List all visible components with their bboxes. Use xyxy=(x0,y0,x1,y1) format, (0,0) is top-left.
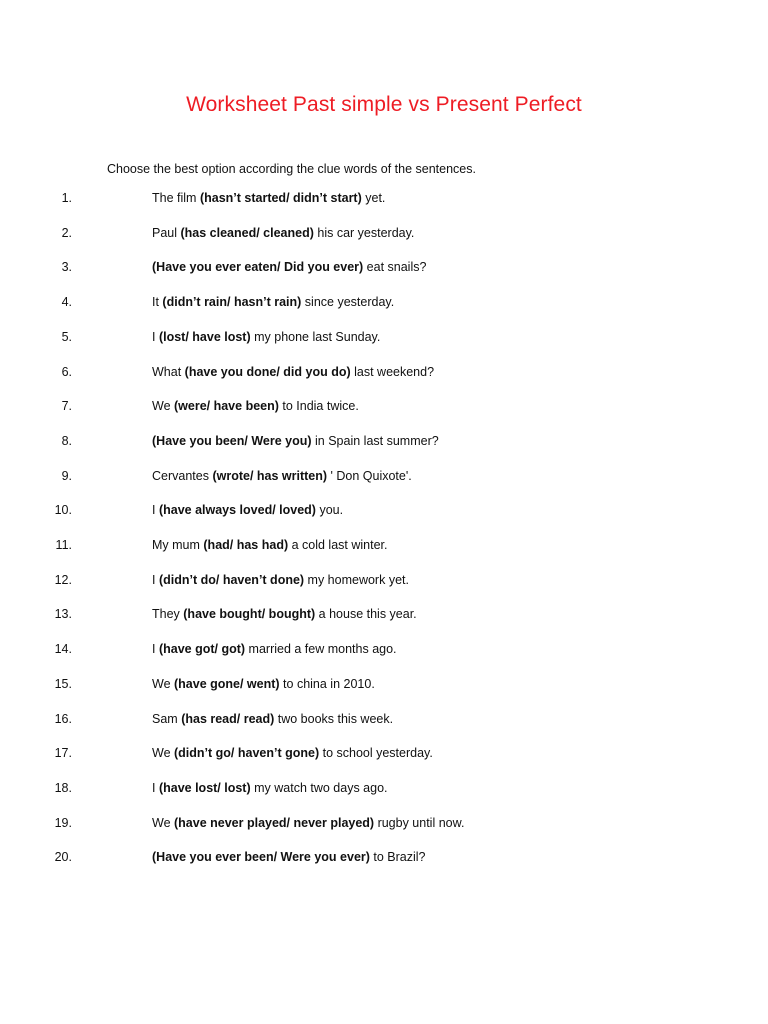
item-number: 20. xyxy=(54,850,72,865)
item-number: 6. xyxy=(61,364,72,379)
item-sentence xyxy=(152,226,414,240)
list-item xyxy=(0,330,700,348)
sentence-end: to school yesterday. xyxy=(319,746,433,761)
list-item xyxy=(0,469,700,487)
list-item xyxy=(0,365,700,383)
answer-options: (were/ have been) xyxy=(174,399,279,414)
item-sentence xyxy=(152,642,397,656)
sentence-start: Sam xyxy=(152,711,182,726)
item-sentence xyxy=(152,191,385,205)
sentence-start: What xyxy=(152,364,185,379)
item-sentence xyxy=(152,781,388,795)
sentence-end: in Spain last summer? xyxy=(311,433,439,448)
item-number: 8. xyxy=(61,433,72,448)
worksheet-title: Worksheet Past simple vs Present Perfect xyxy=(186,93,582,116)
sentence-start: We xyxy=(152,676,174,691)
list-item xyxy=(0,607,700,625)
item-sentence xyxy=(152,746,433,760)
sentence-end: a cold last winter. xyxy=(288,538,388,552)
list-item xyxy=(0,573,700,591)
sentence-start: We xyxy=(152,746,174,761)
answer-options: (Have you ever eaten/ Did you ever) xyxy=(152,260,364,275)
item-number: 1. xyxy=(61,191,72,205)
sentence-end: my watch two days ago. xyxy=(250,780,388,795)
list-item xyxy=(0,295,700,313)
answer-options: (have bought/ bought) xyxy=(183,607,316,622)
answer-options: (didn’t do/ haven’t done) xyxy=(158,572,305,587)
answer-options: (had/ has had) xyxy=(203,538,289,552)
item-number: 10. xyxy=(54,503,72,518)
list-item xyxy=(0,781,700,799)
sentence-end: to china in 2010. xyxy=(279,676,375,691)
sentence-end: yet. xyxy=(361,191,386,205)
answer-options: (hasn’t started/ didn’t start) xyxy=(199,191,362,205)
sentence-start: My mum xyxy=(152,538,204,552)
item-number: 18. xyxy=(54,780,72,795)
sentence-start: Cervantes xyxy=(152,468,213,483)
sentence-start: I xyxy=(152,329,159,344)
answer-options: (has read/ read) xyxy=(181,711,275,726)
item-sentence xyxy=(152,469,412,483)
list-item xyxy=(0,642,700,660)
item-number: 12. xyxy=(54,572,72,587)
item-sentence xyxy=(152,538,387,552)
list-item xyxy=(0,399,700,417)
answer-options: (wrote/ has written) xyxy=(212,468,328,483)
item-number: 11. xyxy=(55,538,72,552)
item-sentence xyxy=(152,850,426,864)
sentence-end: a house this year. xyxy=(315,607,417,622)
item-sentence xyxy=(152,260,426,274)
list-item xyxy=(0,226,700,244)
item-number: 9. xyxy=(61,468,72,483)
item-number: 13. xyxy=(54,607,72,622)
sentence-start: I xyxy=(152,572,159,587)
answer-options: (didn’t go/ haven’t gone) xyxy=(174,746,320,761)
item-sentence xyxy=(152,816,464,830)
sentence-end: my phone last Sunday. xyxy=(250,329,381,344)
sentence-start: Paul xyxy=(152,225,181,240)
list-item xyxy=(0,712,700,730)
sentence-end: his car yesterday. xyxy=(313,225,415,240)
item-sentence xyxy=(152,712,393,726)
sentence-end: ' Don Quixote'. xyxy=(327,468,412,483)
list-item xyxy=(0,677,700,695)
sentence-end: two books this week. xyxy=(274,711,394,726)
answer-options: (have got/ got) xyxy=(158,642,246,657)
instructions: Choose the best option according the clue words of the sentences. xyxy=(107,162,476,176)
item-number: 3. xyxy=(61,260,72,275)
item-number: 16. xyxy=(54,711,72,726)
sentence-end: rugby until now. xyxy=(374,815,465,830)
list-item xyxy=(0,746,700,764)
answer-options: (have always loved/ loved) xyxy=(158,503,316,518)
sentence-start: It xyxy=(152,295,163,310)
answer-options: (have gone/ went) xyxy=(174,676,280,691)
sentence-end: to India twice. xyxy=(278,399,359,414)
answer-options: (didn’t rain/ hasn’t rain) xyxy=(162,295,302,310)
item-number: 7. xyxy=(61,399,72,414)
sentence-start: We xyxy=(152,399,174,414)
item-sentence xyxy=(152,330,380,344)
answer-options: (have you done/ did you do) xyxy=(184,364,351,379)
list-item xyxy=(0,503,700,521)
sentence-end: married a few months ago. xyxy=(245,642,397,657)
item-sentence xyxy=(152,677,375,691)
sentence-start: They xyxy=(152,607,184,622)
item-sentence xyxy=(152,503,343,517)
item-number: 15. xyxy=(54,676,72,691)
list-item xyxy=(0,434,700,452)
item-number: 4. xyxy=(61,295,72,310)
answer-options: (has cleaned/ cleaned) xyxy=(180,225,314,240)
sentence-end: to Brazil? xyxy=(369,850,426,865)
list-item xyxy=(0,816,700,834)
list-item xyxy=(0,850,700,868)
list-item xyxy=(0,538,700,556)
item-number: 2. xyxy=(61,225,72,240)
item-sentence xyxy=(152,573,409,587)
item-sentence xyxy=(152,434,439,448)
item-number: 14. xyxy=(54,642,72,657)
sentence-start: I xyxy=(152,642,159,657)
answer-options: (lost/ have lost) xyxy=(158,329,251,344)
item-sentence xyxy=(152,399,359,413)
item-number: 17. xyxy=(54,746,72,761)
sentence-end: you. xyxy=(315,503,344,518)
sentence-start: I xyxy=(152,503,159,518)
item-sentence xyxy=(152,295,394,309)
sentence-end: eat snails? xyxy=(363,260,427,275)
item-number: 19. xyxy=(54,815,72,830)
answer-options: (Have you been/ Were you) xyxy=(152,433,312,448)
sentence-start: We xyxy=(152,815,174,830)
answer-options: (have lost/ lost) xyxy=(158,780,251,795)
sentence-end: my homework yet. xyxy=(304,572,409,587)
item-sentence xyxy=(152,365,434,379)
answer-options: (have never played/ never played) xyxy=(174,815,375,830)
list-item xyxy=(0,260,700,278)
item-sentence xyxy=(152,607,417,621)
item-number: 5. xyxy=(61,329,72,344)
sentence-start: I xyxy=(152,780,159,795)
list-item xyxy=(0,191,700,209)
sentence-end: since yesterday. xyxy=(301,295,395,310)
sentence-end: last weekend? xyxy=(350,364,435,379)
answer-options: (Have you ever been/ Were you ever) xyxy=(152,850,370,865)
sentence-start: The film xyxy=(152,191,200,205)
